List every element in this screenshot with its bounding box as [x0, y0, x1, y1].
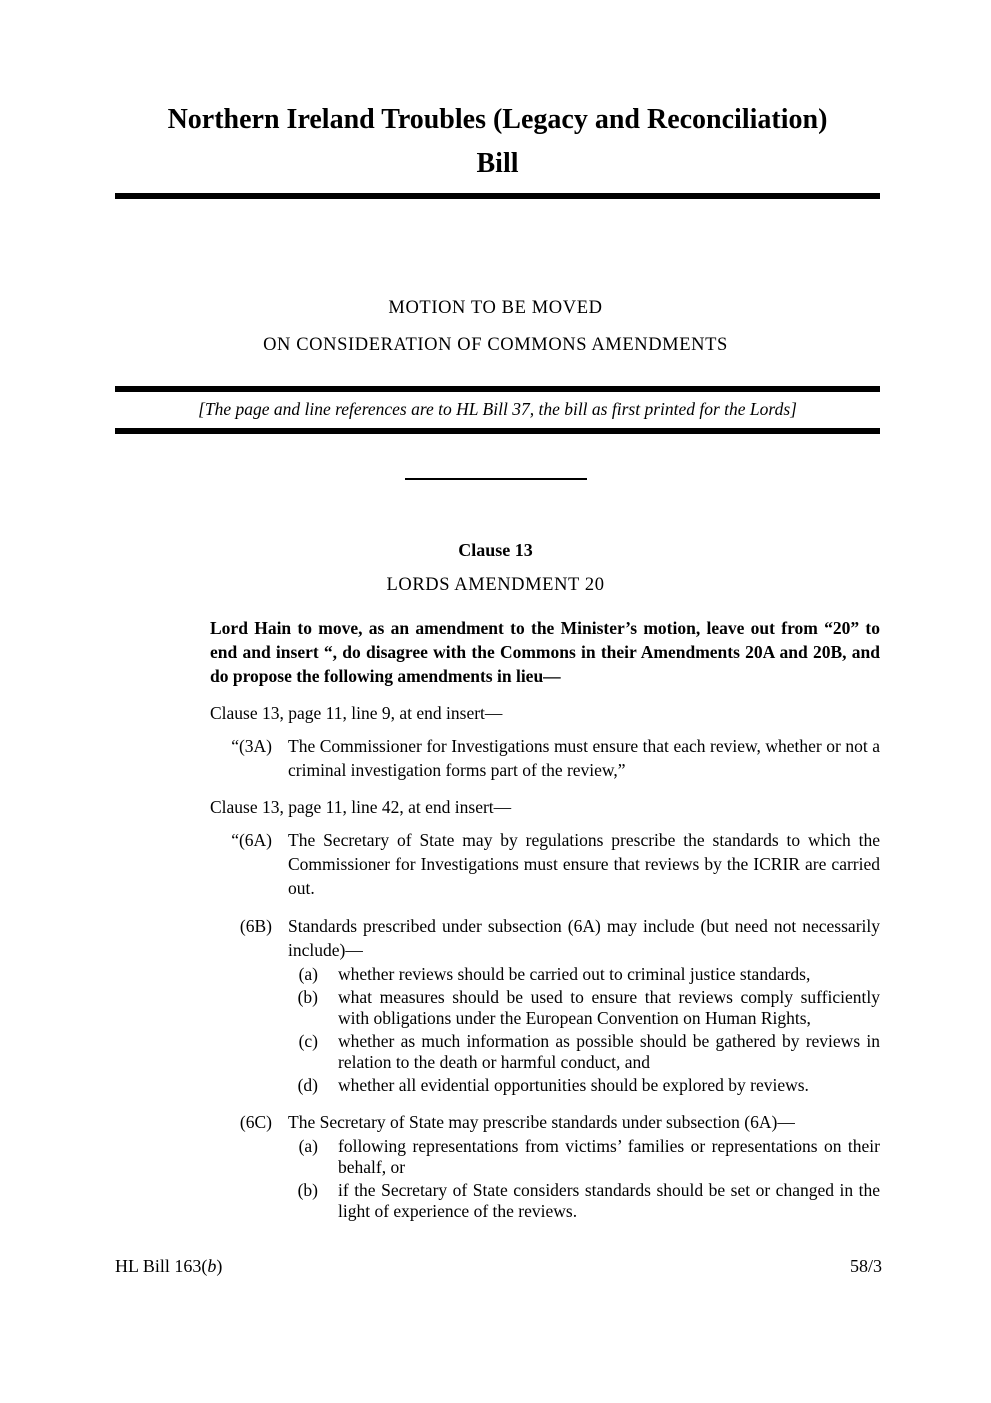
bill-number — [115, 1256, 222, 1277]
reference-note: [The page and line references are to HL Bill 37, the bill as first printed for the Lords] — [198, 399, 797, 419]
item-label: (b) — [297, 987, 318, 1007]
item-text: following representations from victims’ families or representations on their behalf, or — [338, 1136, 880, 1177]
item-text: whether all evidential opportunities should be explored by reviews. — [338, 1075, 809, 1095]
item-text: if the Secretary of State considers standards should be set or changed in the light of experience of the reviews. — [338, 1180, 880, 1221]
subsection-label: “(6A) — [231, 830, 272, 850]
subsection-text: The Commissioner for Investigations must ensure that each review, whether or not a criminal investigation forms part of the review,” — [288, 736, 880, 780]
subsection-6A — [210, 828, 880, 900]
list-item-b — [288, 987, 880, 1029]
clause-heading: Clause 13 — [458, 540, 533, 560]
mover-paragraph: Lord Hain to move, as an amendment to the Minister’s motion, leave out from “20” to end and insert “, do disagree with the Commons in their Amendments 20A and 20B, and do propose the following amendments in lieu— — [210, 618, 880, 686]
bill-number-suffix: ) — [216, 1256, 223, 1276]
section-divider-rule — [405, 478, 587, 480]
amendment-instruction: Clause 13, page 11, line 42, at end insert— — [210, 797, 512, 817]
item-label: (a) — [298, 964, 318, 984]
item-label: (d) — [297, 1075, 318, 1095]
amendment-instruction: Clause 13, page 11, line 9, at end insert— — [210, 703, 503, 723]
subsection-label: “(3A) — [231, 736, 272, 756]
item-text: whether reviews should be carried out to criminal justice standards, — [338, 964, 811, 984]
page-title — [115, 98, 880, 186]
list-item-c — [288, 1031, 880, 1073]
item-label: (c) — [298, 1031, 318, 1051]
subsection-label: (6B) — [239, 916, 272, 936]
subsection-6B — [210, 914, 880, 1096]
page-title-line2: Bill — [476, 148, 519, 179]
amendment-body — [210, 616, 880, 1222]
item-text: what measures should be used to ensure that reviews comply sufficiently with obligations under the European Convention on Human Rights, — [338, 987, 880, 1028]
subsection-text: The Secretary of State may by regulations prescribe the standards to which the Commissioner for Investigations must ensure that reviews by the ICRIR are carried out. — [288, 830, 880, 898]
page-title-line1: Northern Ireland Troubles (Legacy and Reconciliation) — [167, 104, 828, 135]
item-label: (a) — [298, 1136, 318, 1156]
list-item-b — [288, 1180, 880, 1222]
lords-amendment-heading: LORDS AMENDMENT 20 — [386, 575, 605, 595]
subsection-6C — [210, 1110, 880, 1222]
bill-number-italic: b — [207, 1256, 217, 1276]
list-item-d — [288, 1075, 880, 1096]
session-number: 58/3 — [849, 1256, 882, 1276]
motion-heading-line1: MOTION TO BE MOVED — [388, 298, 603, 318]
subsection-text: The Secretary of State may prescribe standards under subsection (6A)— — [288, 1112, 795, 1132]
reference-note-box — [115, 386, 880, 434]
bill-number-prefix: HL Bill 163( — [115, 1256, 208, 1276]
reference-box-bottom-rule — [115, 428, 880, 434]
list-item-a — [288, 1136, 880, 1178]
subsection-3A — [210, 734, 880, 782]
subsection-text: Standards prescribed under subsection (6A) may include (but need not necessarily include)— — [288, 916, 880, 960]
motion-heading-line2: ON CONSIDERATION OF COMMONS AMENDMENTS — [263, 335, 728, 355]
title-divider-rule — [115, 193, 880, 199]
list-item-a — [288, 964, 880, 985]
item-label: (b) — [297, 1180, 318, 1200]
page-footer — [115, 1256, 882, 1277]
subsection-label: (6C) — [239, 1112, 272, 1132]
item-text: whether as much information as possible should be gathered by reviews in relation to the death or harmful conduct, and — [338, 1031, 880, 1072]
